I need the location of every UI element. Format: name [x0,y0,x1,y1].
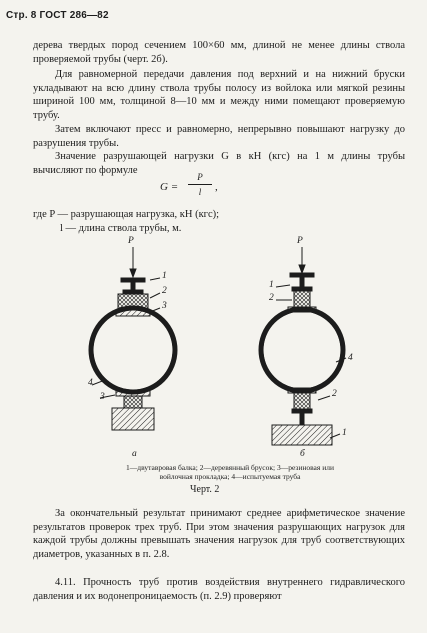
base-block-a [112,408,154,430]
where-line-2: l — длина ствола трубы, м. [60,223,182,234]
subfigure-a-label: а [132,449,137,459]
pad-top-a [116,310,150,316]
figure-b [261,247,346,445]
pad-bottom-b [288,388,316,393]
label-b-4: 4 [348,353,353,363]
where-line-1: где P — разрушающая нагрузка, кН (кгс); [33,209,220,220]
pipe-a [91,308,175,392]
label-b-6: 1 [342,428,347,438]
formula [160,172,230,206]
page-header: Стр. 8 ГОСТ 286—82 [6,10,109,21]
wooden-block-bottom-b [294,393,310,409]
paragraph-5: За окончательный результат принимают среднее арифметическое значение результатов проверок трех труб. При этом значения разрушающих нагрузок для каждой трубы должны превышать значения нагрузок для труб соответствующих диаметров, указанных в п. 2.8. [33,508,405,560]
label-b-5: 2 [332,389,337,399]
label-b-2: 2 [269,293,274,303]
label-a-2: 2 [162,286,167,296]
figure-title: Черт. 2 [190,484,220,495]
ibeam-top-a [121,278,145,282]
label-a-1: 1 [162,271,167,281]
label-b-1: 1 [269,280,274,290]
pad-bottom-a [116,390,150,396]
wooden-block-top-a [118,294,148,310]
force-label-a: P [128,236,134,246]
formula-fraction [188,172,212,197]
pipe-b [261,309,343,391]
label-a-5: 3 [100,392,105,402]
force-label-b: P [297,236,303,246]
paragraph-3: Затем включают пресс и равномерно, непрерывно повышают нагрузку до разрушения трубы. [33,124,405,149]
subfigure-b-label: б [300,449,305,459]
wooden-block-top-b [294,291,310,307]
formula-tail: , [215,181,218,193]
wooden-block-bottom-a [124,396,142,408]
paragraph-2: Для равномерной передачи давления под верхний и на нижний бруски укладывают на всю длину ствола трубы полосу из войлока или мягкой резины шириной 100 мм, толщиной 8—10 мм и между ними помещают проверяемую трубу. [33,69,405,121]
label-a-4: 4 [88,378,93,388]
label-a-3: 3 [162,301,167,311]
paragraph-6: 4.11. Прочность труб против воздействия внутреннего гидравлического давления и их водонепроницаемость (п. 2.9) проверяют [33,577,405,602]
formula-numerator: P [197,172,203,182]
pad-top-b [288,307,316,312]
base-block-b [272,425,332,445]
formula-denominator: l [198,187,202,197]
fraction-bar [188,184,212,185]
formula-lhs: G = [160,181,179,193]
paragraph-1: дерева твердых пород сечением 100×60 мм, длиной не менее длины ствола проверяемой трубы (черт. 2б). [33,40,405,65]
ibeam-top-b [290,273,314,277]
figure-caption: 1—двутавровая балка; 2—деревянный брусок; 3—резиновая или войлочная прокладка; 4—испытуемая труба [126,463,334,481]
paragraph-4: Значение разрушающей нагрузки G в кН (кгс) на 1 м длины трубы вычисляют по формуле [33,151,405,176]
